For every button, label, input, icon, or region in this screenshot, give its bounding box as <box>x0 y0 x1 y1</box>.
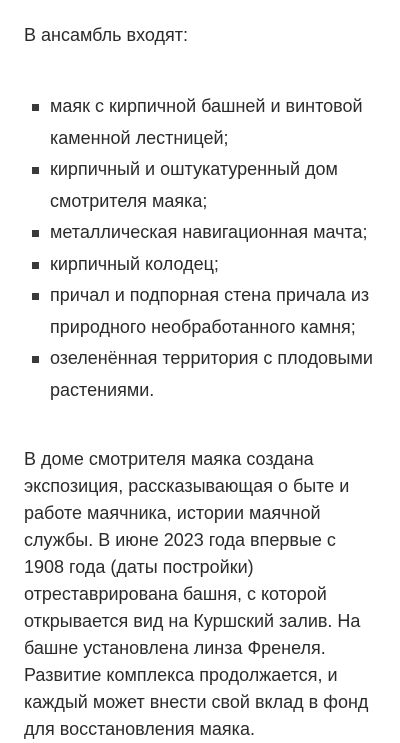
list-item <box>24 91 376 154</box>
square-bullet-icon <box>32 262 39 269</box>
list-item <box>24 280 376 343</box>
body-paragraph: В доме смотрителя маяка создана экспозиция, рассказывающая о быте и работе маячника, истории маячной службы. В июне 2023 года впервые с 1908 года (даты постройки) отреставрирована башня, с которой открывается вид на Куршский залив. На башне установлена линза Френеля. Развитие комплекса продолжается, и каждый может внести свой вклад в фонд для восстановления маяка. <box>24 449 369 739</box>
square-bullet-icon <box>32 230 39 237</box>
list-item <box>24 217 376 249</box>
square-bullet-icon <box>32 167 39 174</box>
list-item-text: озеленённая территория с плодовыми растениями. <box>50 348 373 400</box>
list-item-text: металлическая навигационная мачта; <box>50 222 368 242</box>
list-item <box>24 343 376 406</box>
list-item-text: кирпичный и оштукатуренный дом смотрителя маяка; <box>50 159 338 211</box>
list-item-text: маяк с кирпичной башней и винтовой каменной лестницей; <box>50 96 363 148</box>
square-bullet-icon <box>32 104 39 111</box>
list-item-text: кирпичный колодец; <box>50 253 219 274</box>
list-intro: В ансамбль входят: <box>24 25 188 45</box>
list-item-text: причал и подпорная стена причала из природного необработанного камня; <box>50 285 370 337</box>
square-bullet-icon <box>32 356 39 363</box>
list-item <box>24 154 376 217</box>
square-bullet-icon <box>32 293 39 300</box>
list-item <box>24 249 376 281</box>
ensemble-list <box>24 91 376 406</box>
